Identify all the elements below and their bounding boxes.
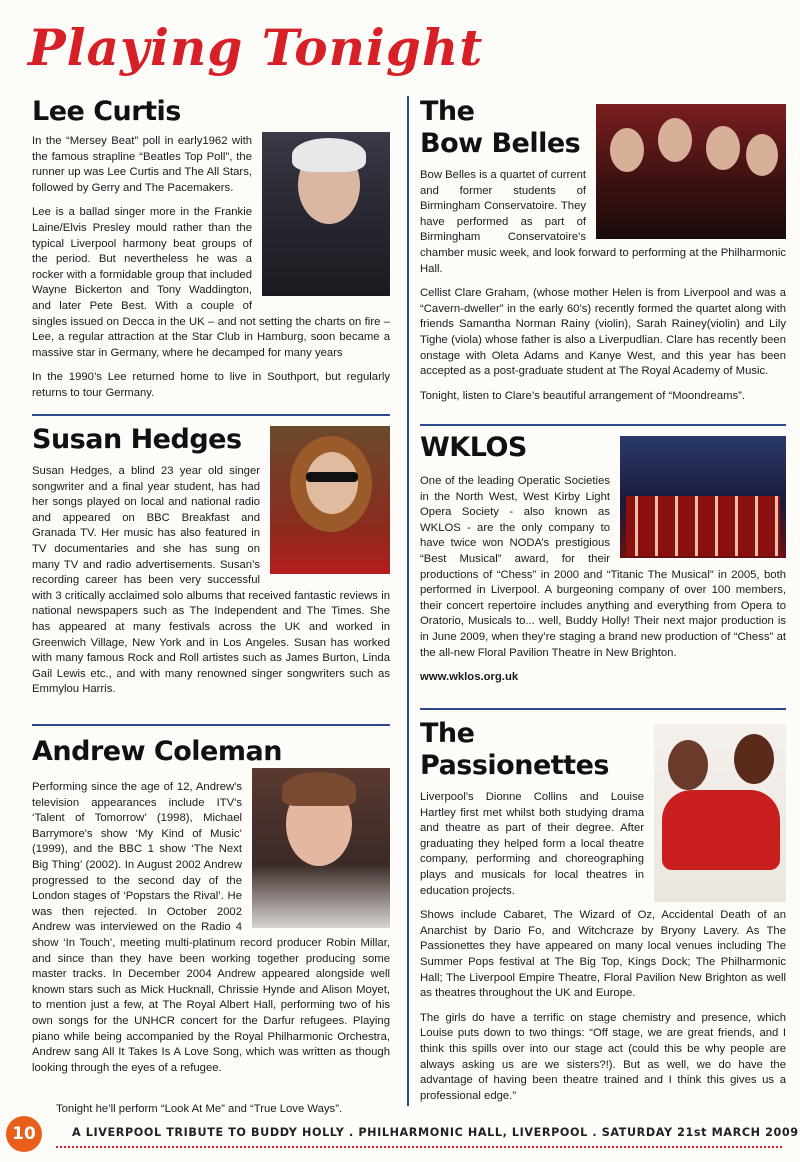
- lee-paragraph-3: In the 1990’s Lee returned home to live in Southport, but regularly returns to tour Germany.: [32, 371, 390, 399]
- article-lee-curtis: [32, 96, 390, 411]
- bow-paragraph-1: Bow Belles is a quartet of current and former students of Birmingham Conservatoire. They have performed as part of Birmingham Conservatoire's chamber music week, and look forward to performing at the Philharmonic Hall.: [420, 169, 786, 275]
- lee-paragraph-1: In the “Mersey Beat” poll in early1962 with the famous strapline “Beatles Top Poll”, the runner up was Lee Curtis and The All Stars, followed by Gerry and The Pacemakers.: [32, 135, 252, 194]
- page-title: Playing Tonight: [28, 18, 484, 77]
- passionettes-heading: The Passionettes: [420, 718, 609, 781]
- lee-heading: Lee Curtis: [32, 96, 181, 127]
- bow-heading-line-1: The: [420, 96, 475, 127]
- passionettes-paragraph-3: The girls do have a terrific on stage chemistry and presence, which Louise puts down to two things: “Off stage, we are great friends, and I think this spills over into our stage act (could this be why people are always asking us are we sisters?!). But as well, we do have the advantage of having been theatre trained and I think this gives us a professional edge.”: [420, 1011, 786, 1102]
- section-divider: [32, 414, 390, 416]
- andrew-paragraph-1: Performing since the age of 12, Andrew's television appearances include ITV's ‘Talent of Tomorrow’ (1998), Michael Barrymore's show ‘My Kind of Music’ (1999), and the BBC 1 show ‘The Next Big Thing’ (2002). In August 2002 Andrew progressed to the second day of the London stages of ‘Popstars the Rival’. He was then rejected. In October 2002 Andrew was interviewed on the Radio 4 show ‘In Touch’, meeting multi-platinum record producer Robin Millar, and since than they have been working together producing some master tracks. In December 2004 Andrew appeared alongside well known stars such as Mick Hucknall, Chrissie Hynde and Alison Moyet, to mention just a few, at The Royal Albert Hall, performing two of his own songs for the UNHCR concert for the Darfur refugees. Playing piano while being accompanied by the Royal Philharmonic Orchestra, Andrew sang All It Takes Is A Love Song, which was written as though looking through the eyes of a refugee.: [32, 781, 390, 1074]
- susan-heading: Susan Hedges: [32, 424, 242, 455]
- wklos-photo: [620, 436, 786, 558]
- andrew-heading: Andrew Coleman: [32, 736, 282, 767]
- page-number-badge: 10: [6, 1116, 42, 1152]
- wklos-url: www.wklos.org.uk: [420, 671, 519, 684]
- passionettes-paragraph-1: Liverpool's Dionne Collins and Louise Hartley first met whilst both studying drama and theatre as part of their degree. After graduating they helped form a local theatre company, performing and choreographing plays and musicals for local theatres in education projects.: [420, 791, 644, 897]
- section-divider: [32, 724, 390, 726]
- lee-paragraph-2: Lee is a ballad singer more in the Frankie Laine/Elvis Presley mould rather than the typical Liverpool harmony beat groups of the period. But nevertheless he was a rocker with a formidable group that included Wayne Bickerton and Tony Waddington, and later Pete Best. With a couple of singles issued on Decca in the UK – and not setting the charts on fire – Lee, a regular attraction at the Star Club in Hamburg, soon became a massive star in Germany, where he decamped for many years: [32, 206, 390, 359]
- wklos-paragraph-1: One of the leading Operatic Societies in the North West, West Kirby Light Opera Society - also known as WKLOS - are the only company to have twice won NODA’s prestigious “Best Musical” award, for their productions of “Chess” in 2000 and “Titanic The Musical” in 2005, both performed in Liverpool. A burgeoning company of over 100 members, their concert repertoire includes anything and everything from Opera to Oratorio, Musicals to... well, Buddy Holly! Their next major production is in June 2009, when they’re staging a brand new production of “Chess” at the all-new Floral Pavilion Theatre in New Brighton.: [420, 475, 786, 659]
- section-divider: [420, 424, 786, 426]
- column-divider: [407, 96, 409, 1106]
- susan-hedges-photo: [270, 426, 390, 574]
- andrew-coleman-photo: [252, 768, 390, 928]
- article-andrew-coleman: [32, 736, 390, 1085]
- passionettes-paragraph-2: Shows include Cabaret, The Wizard of Oz, Accidental Death of an Anarchist by Dario Fo, and Witchcraze by Bryony Lavery. As The Passionettes they have appeared on many local venues including The Summer Pops festival at The Big Top, Kings Dock; The Philharmonic Hall; The Liverpool Empire Theatre, Floral Pavilion New Brighton as well as theatres throughout the UK and Europe.: [420, 909, 786, 1000]
- passionettes-photo: [654, 724, 786, 902]
- andrew-closing: Tonight he’ll perform “Look At Me” and “True Love Ways”.: [56, 1103, 343, 1115]
- bow-heading-line-2: Bow Belles: [420, 128, 581, 159]
- article-wklos: [420, 432, 786, 695]
- section-divider: [420, 708, 786, 710]
- susan-paragraph-1: Susan Hedges, a blind 23 year old singer songwriter and a final year student, has had her songs played on local and national radio and appeared on BBC Breakfast and Granada TV. Her music has also featured in TV documentaries and she has sung on many TV and radio advertisements. Susan’s recording career has been very successful with 3 critically acclaimed solo albums that received fantastic reviews in national newspapers such as The Independent and The Times. She has appeared at many festivals across the UK and worked in Greenwich Village, New York and in Los Angeles. Susan has worked with many famous Rock and Roll artistes such as James Burton, Linda Gail Lewis etc., and with many renowned singer songwriters such as Emmylou Harris.: [32, 465, 390, 696]
- bow-paragraph-3: Tonight, listen to Clare’s beautiful arrangement of “Moondreams”.: [420, 389, 746, 402]
- footer-dotted-rule: [56, 1146, 782, 1148]
- article-susan-hedges: [32, 424, 390, 707]
- wklos-heading: WKLOS: [420, 432, 527, 463]
- bow-paragraph-2: Cellist Clare Graham, (whose mother Helen is from Liverpool and was a “Cavern-dweller” in the early 60’s) recently formed the quartet along with friends Samantha Norman Rainy (violin), Sarah Rainey(violin) and Lily Tighe (viola) whose father is also a Liverpudlian. Clare has recently been onstage with Oleta Adams and Kanye West, and this year has been accepted as a post-graduate student at The Royal Academy of Music.: [420, 287, 786, 378]
- lee-curtis-photo: [262, 132, 390, 296]
- article-bow-belles: [420, 96, 786, 413]
- article-passionettes: [420, 718, 786, 1113]
- bow-belles-photo: [596, 104, 786, 239]
- footer-text: A LIVERPOOL TRIBUTE TO BUDDY HOLLY . PHILHARMONIC HALL, LIVERPOOL . SATURDAY 21st MARCH 2009: [72, 1126, 799, 1139]
